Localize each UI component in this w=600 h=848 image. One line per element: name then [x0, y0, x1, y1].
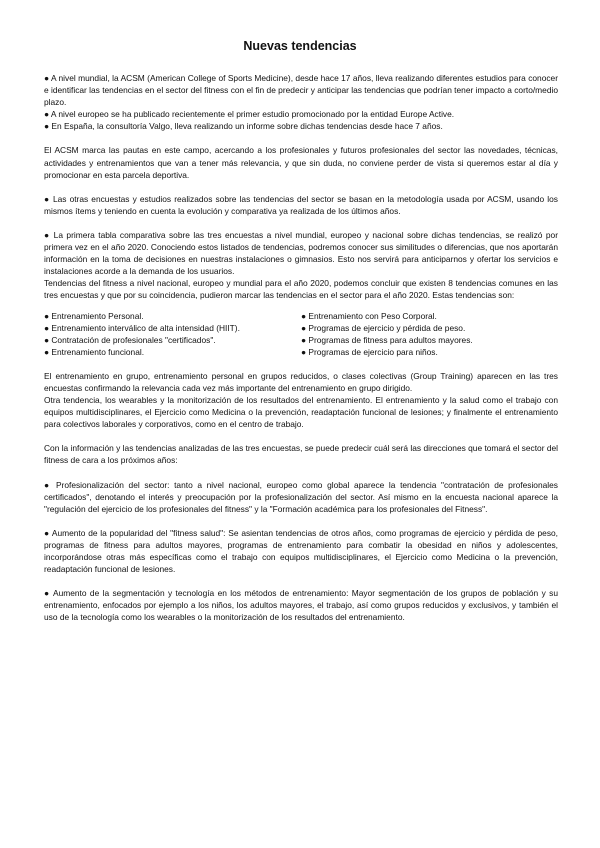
list-item: ● Entrenamiento funcional.: [44, 346, 145, 357]
list-item: ● Programas de fitness para adultos mayores.: [301, 334, 473, 345]
trends-list: [44, 310, 558, 358]
intro-bullet-europe: ● A nivel europeo se ha publicado recientemente el primer estudio promocionado por la entidad Europe Active.: [44, 109, 455, 120]
paragraph-otras-encuestas: ● Las otras encuestas y estudios realizados sobre las tendencias del sector se basan en la metodología usada por ACSM, usando los mismos ítems y teniendo en cuenta la evolución y comparativa ya realizada de los últimos años.: [44, 193, 558, 216]
trends-list-left: [44, 310, 301, 358]
page-title: Nuevas tendencias: [243, 39, 357, 53]
list-item: ● Contratación de profesionales "certificados".: [44, 334, 216, 345]
list-item: ● Entrenamiento con Peso Corporal.: [301, 310, 437, 321]
intro-bullet-spain: ● En España, la consultoría Valgo, lleva realizando un informe sobre dichas tendencias desde hace 7 años.: [44, 121, 443, 132]
list-item: ● Programas de ejercicio y pérdida de peso.: [301, 322, 466, 333]
trends-list-right: [301, 310, 558, 358]
paragraph-segmentacion: ● Aumento de la segmentación y tecnología en los métodos de entrenamiento: Mayor segmentación de los grupos de población y su entrenamiento, enfocados por ejemplo a los niños, los adultos mayores, el trabajo, así como grupos reducidos y exclusivos, y también el uso de la tecnología como los wearables o la monitorización de los resultados del entrenamiento.: [44, 588, 558, 623]
paragraph-profesionalizacion: ● Profesionalización del sector: tanto a nivel nacional, europeo como global aparece la tendencia "contratación de profesionales certificados", denotando el interés y preocupación por la profesionalización del sector. Así mismo en la encuesta nacional aparece la "regulación del ejercicio de los profesionales del fitness" y la "Formación académica para los profesionales del Fitness".: [44, 479, 558, 514]
paragraph-fitness-salud: ● Aumento de la popularidad del "fitness salud": Se asientan tendencias de otros años, como programas de ejercicio y pérdida de peso, programas de fitness para adultos mayores, programas de entrenamiento para combatir la obesidad en niños y adolescentes, incorporándose otras más específicas como el trabajo con equipos multidisciplinares, el Ejercicio como Medicina o la prevención, readaptación funcional de lesiones.: [44, 527, 558, 575]
list-item: ● Entrenamiento interválico de alta intensidad (HIIT).: [44, 322, 240, 333]
paragraph-acsm: El ACSM marca las pautas en este campo, acercando a los profesionales y futuros profesionales del sector las novedades, técnicas, actividades y entrenamientos que van a tener más relevancia, y que sin duda, no conviene perder de vista si queremos estar al día y promocionar en esta parcela deportiva.: [44, 145, 558, 180]
list-item: ● Entrenamiento Personal.: [44, 310, 144, 321]
paragraph-prediccion: Con la información y las tendencias analizadas de las tres encuestas, se puede predecir cuál será las direcciones que tomará el sector del fitness de cara a los próximos años:: [44, 443, 558, 466]
paragraph-tendencias-2020: Tendencias del fitness a nivel nacional, europeo y mundial para el año 2020, podemos concluir que existen 8 tendencias comunes en las tres encuestas y que por su coincidencia, pudieron marcar las tendencias en el sector para el año 2020. Estas tendencias son:: [44, 278, 558, 301]
intro-bullet-acsm: ● A nivel mundial, la ACSM (American College of Sports Medicine), desde hace 17 años, lleva realizando diferentes estudios para conocer e identificar las tendencias en el sector del fitness con el fin de predecir y anticipar las tendencias que podrían tener impacto a corto/medio plazo.: [44, 73, 558, 108]
document-body: [44, 72, 558, 623]
paragraph-entrenamiento-grupo: El entrenamiento en grupo, entrenamiento personal en grupos reducidos, o clases colectivas (Group Training) aparecen en las tres encuestas confirmando la relevancia cada vez más importante del entrenamiento en grupo dirigido.: [44, 370, 558, 393]
list-item: ● Programas de ejercicio para niños.: [301, 346, 438, 357]
paragraph-primera-tabla: ● La primera tabla comparativa sobre las tres encuestas a nivel mundial, europeo y nacional sobre dichas tendencias, se realizó por primera vez en el año 2020. Conociendo estos listados de tendencias, podremos conocer sus similitudes o diferencias, que nos aportarán información en la toma de decisiones en nuestras instalaciones o gimnasios. Esto nos servirá para anticiparnos y ofertar los servicios e instalaciones acorde a la demanda de los usuarios.: [44, 229, 558, 277]
paragraph-otra-tendencia: Otra tendencia, los wearables y la monitorización de los resultados del entrenamiento. El entrenamiento y la salud como el trabajo con equipos multidisciplinares, el Ejercicio como Medicina o la prevención, readaptación funcional de lesiones; y finalmente el entrenamiento para colectivos laborales y corporativos, como en el centro de trabajo.: [44, 395, 558, 430]
